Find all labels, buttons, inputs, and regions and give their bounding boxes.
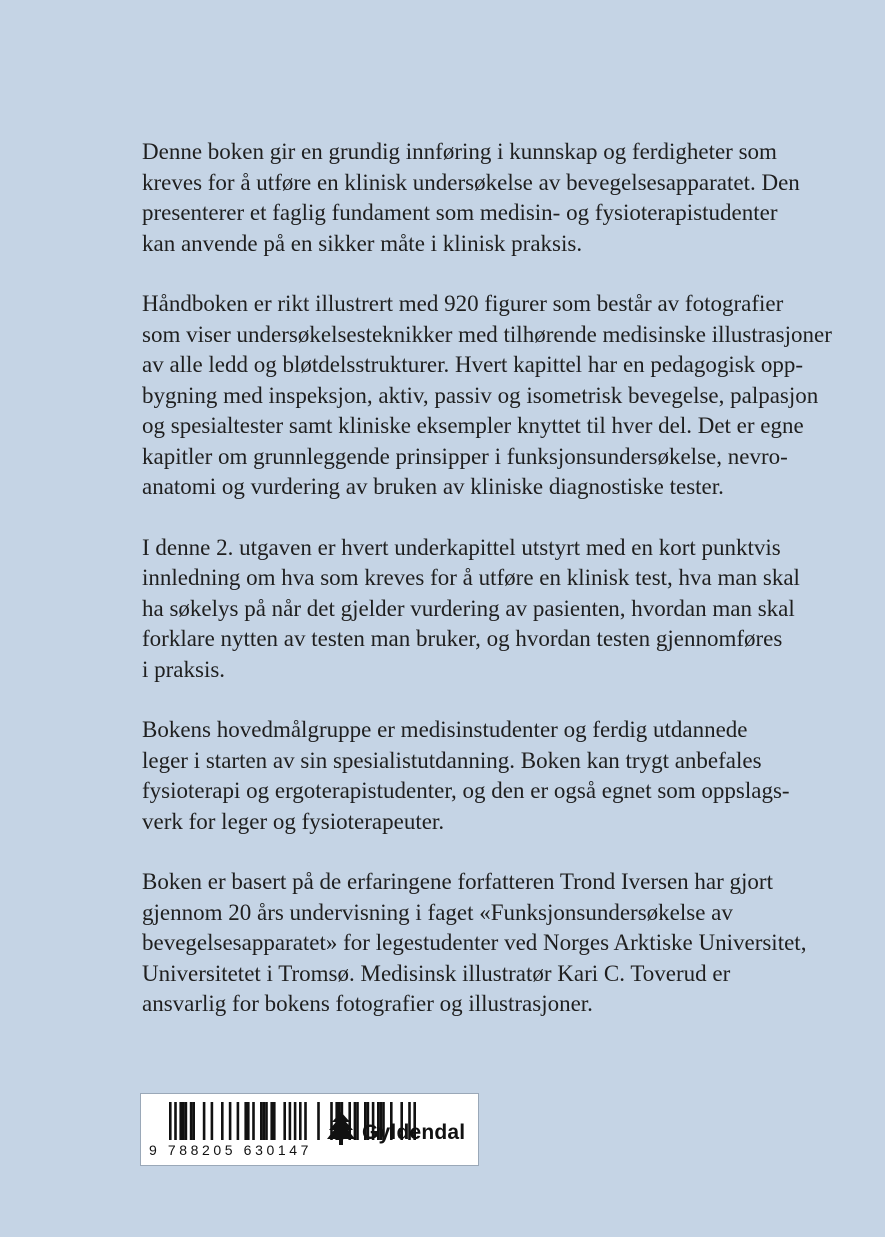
blurb-line: ha søkelys på når det gjelder vurdering av pasienten, hvordan man skal [142, 595, 795, 621]
barcode-bar [252, 1102, 255, 1140]
barcode-bar [211, 1102, 214, 1140]
blurb-line: fysioterapi og ergoterapistudenter, og den er også egnet som oppslags- [142, 778, 790, 803]
blurb-line: innledning om hva som kreves for å utføre en klinisk test, hva man skal [142, 565, 800, 590]
barcode-bar [265, 1102, 268, 1140]
barcode-bar [229, 1102, 232, 1140]
blurb-paragraph-5 [142, 867, 807, 1020]
barcode-bar [179, 1102, 182, 1140]
barcode-bar [221, 1102, 224, 1140]
blurb-paragraph-3 [142, 533, 802, 686]
barcode-bar [260, 1102, 263, 1140]
blurb-line: kan anvende på en sikker måte i klinisk praksis. [142, 230, 583, 256]
blurb-line: Håndboken er rikt illustrert med 920 figurer som består av fotografier [142, 291, 784, 316]
blurb-line: forklare nytten av testen man bruker, og hvordan testen gjennomføres [142, 626, 783, 651]
blurb-line: i praksis. [142, 656, 226, 682]
barcode-bar [185, 1102, 188, 1140]
blurb-line: I denne 2. utgaven er hvert underkapittel utstyrt med en kort punktvis [142, 534, 781, 560]
barcode-bar [294, 1102, 297, 1140]
barcode-bar [182, 1102, 185, 1140]
barcode-bar [203, 1102, 206, 1140]
barcode-bar [299, 1102, 302, 1140]
blurb-line: kapitler om grunnleggende prinsipper i funksjonsundersøkelse, nevro- [142, 443, 788, 469]
barcode-bar [192, 1102, 195, 1140]
barcode-bar [174, 1102, 177, 1140]
blurb-paragraph-4 [142, 715, 802, 837]
barcode-bar [317, 1102, 320, 1140]
publisher-name: Gyldendal [362, 1120, 466, 1144]
blurb-line: Boken er basert på de erfaringene forfatteren Trond Iversen har gjort [142, 869, 773, 894]
blurb-line: bygning med inspeksjon, aktiv, passiv og isometrisk bevegelse, palpasjon [142, 382, 819, 408]
barcode-bar [263, 1102, 266, 1140]
blurb-line: som viser undersøkelsesteknikker med tilhørende medisinske illustrasjoner [142, 321, 832, 347]
publisher-logo [326, 1112, 465, 1153]
isbn-barcode-box [140, 1093, 479, 1166]
barcode-bar [244, 1102, 247, 1140]
blurb-line: ansvarlig for bokens fotografier og illustrasjoner. [142, 991, 593, 1016]
blurb-line: bevegelsesapparatet» for legestudenter ved Norges Arktiske Universitet, [142, 930, 807, 955]
blurb-line: Universitetet i Tromsø. Medisinsk illustratør Kari C. Toverud er [142, 960, 731, 986]
barcode-bar [273, 1102, 276, 1140]
blurb-paragraph-1 [142, 137, 802, 259]
barcode-bar [289, 1102, 292, 1140]
blurb-line: kreves for å utføre en klinisk undersøkelse av bevegelsesapparatet. Den [142, 169, 800, 195]
back-cover-blurb [142, 137, 832, 1050]
blurb-line: av alle ledd og bløtdelsstrukturer. Hvert kapittel har en pedagogisk opp- [142, 352, 804, 377]
tree-icon [326, 1112, 356, 1153]
blurb-line: presenterer et faglig fundament som medisin- og fysioterapistudenter [142, 200, 778, 225]
isbn-number: 9 788205 630147 [149, 1142, 312, 1158]
blurb-line: Bokens hovedmålgruppe er medisinstudenter og ferdig utdannede [142, 717, 748, 742]
barcode-bar [270, 1102, 273, 1140]
blurb-line: Denne boken gir en grundig innføring i kunnskap og ferdigheter som [142, 139, 777, 164]
barcode-bar [237, 1102, 240, 1140]
blurb-line: verk for leger og fysioterapeuter. [142, 808, 445, 834]
blurb-line: anatomi og vurdering av bruken av kliniske diagnostiske tester. [142, 474, 724, 499]
barcode-bar [190, 1102, 193, 1140]
barcode-bar [247, 1102, 250, 1140]
blurb-paragraph-2 [142, 289, 832, 503]
barcode-bar [169, 1102, 172, 1140]
blurb-line: leger i starten av sin spesialistutdanning. Boken kan trygt anbefales [142, 747, 762, 773]
barcode-bar [283, 1102, 286, 1140]
blurb-line: gjennom 20 års undervisning i faget «Funksjonsundersøkelse av [142, 899, 733, 925]
barcode-bar [304, 1102, 307, 1140]
blurb-line: og spesialtester samt kliniske eksempler knyttet til hver del. Det er egne [142, 413, 804, 438]
